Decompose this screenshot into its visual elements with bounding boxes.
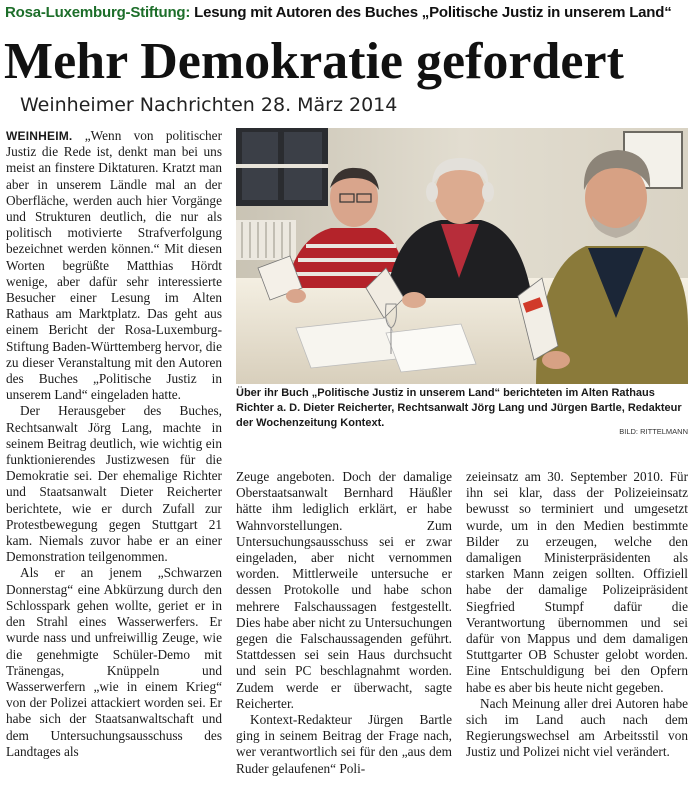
dateline: WEINHEIM.: [6, 129, 73, 143]
paragraph-text: „Wenn von politischer Justiz die Rede ist, denkt man bei uns meist an finstere Diktaturen. Kratzt man aber in unserem Ländle mal an der Oberfläche, werden auch hier Vorgänge und Strukturen deutlich, die nur als politisch motivierte Strafverfolgung bezeichnet werden können.“ Mit diesen Worten begrüßte Matthias Hördt wenige, aber dafür sehr interessierte Besucher einer Lesung im Alten Rathaus am Marktplatz. Das geht aus einem Bericht der Rosa-Luxemburg-Stiftung Baden-Württemberg hervor, die zu dieser Veranstaltung mit den Autoren des Buches „Politische Justiz in unserem Land“ eingeladen hatte.: [6, 128, 222, 403]
article-paragraph: Kontext-Redakteur Jürgen Bartle ging in seinem Beitrag der Frage nach, wer verantwortlich sei für den „aus dem Ruder gelaufenen“ Poli-: [236, 712, 452, 776]
photo-caption: Über ihr Buch „Politische Justiz in unserem Land“ berichteten im Alten Rathaus Richter a. D. Dieter Reicherter, Rechtsanwalt Jörg Lang und Jürgen Bartle, Redakteur der Wochenzeitung Kontext.: [236, 387, 682, 429]
article-photo: [236, 128, 688, 384]
kicker-text: Lesung mit Autoren des Buches „Politische Justiz in unserem Land“: [194, 4, 672, 21]
article-column-3: [466, 469, 688, 798]
photo-three-authors: [236, 128, 688, 384]
photo-credit: BILD: RITTELMANN: [619, 427, 688, 436]
article-paragraph: Zeuge angeboten. Doch der damalige Oberstaatsanwalt Bernhard Häußler hätte ihm lediglich erklärt, er habe Wahnvorstellungen. Zum Untersuchungsausschuss sei er zwar eingeladen, aber nicht vernommen worden. Mittlerweile untersuche er dessen Protokolle und habe schon mehrere Falschaussagen festgestellt. Dies habe aber nicht zu Untersuchungen gegen die Falschaussagenden geführt. Stattdessen sei sein Haus durchsucht und sein PC beschlagnahmt worden. Zudem werde er überwacht, sagte Reicherter.: [236, 469, 452, 711]
kicker-organization: Rosa-Luxemburg-Stiftung:: [5, 4, 191, 21]
article-paragraph: Nach Meinung aller drei Autoren habe sich im Land auch nach dem Regierungswechsel am Arbeitsstil von Justiz und Polizei nicht viel verändert.: [466, 695, 688, 760]
article-column-2: [236, 469, 452, 798]
article-paragraph: Der Herausgeber des Buches, Rechtsanwalt Jörg Lang, machte in seinem Beitrag deutlich, wie wichtig ein funktionierendes Justizwesen für die Demokratie sei. Der ehemalige Richter und Staatsanwalt Dieter Reicherter berichtete, wie er durch Zufall zur Protestbewegung gegen Stuttgart 21 kam. Niemals zuvor habe er an einer Demonstration teilgenommen.: [6, 403, 222, 565]
article-paragraph: zeieinsatz am 30. September 2010. Für ihn sei klar, dass der Polizeieinsatz bewusst so terminiert und umgesetzt wurde, um in den Medien bestimmte Bilder zu erzeugen, welche den damaligen Ministerpräsidenten als starken Mann zeigen sollten. Offiziell habe der damalige Polizeipräsident Siegfried Stumpf dafür die Verantwortung übernommen und sei dafür von Mappus und dem damaligen Stuttgarter OB Schuster gelobt worden. Eine Entschuldigung bei den Opfern habe es aber bis heute nicht gegeben.: [466, 469, 688, 695]
headline: Mehr Demokratie gefordert: [4, 33, 624, 90]
article-paragraph: [6, 128, 222, 403]
kicker-line: [5, 4, 691, 26]
source-line: Weinheimer Nachrichten 28. März 2014: [20, 94, 398, 116]
article-paragraph: Als er an jenem „Schwarzen Donnerstag“ eine Abkürzung durch den Schlosspark gehen wollte, geriet er in den Strahl eines Wasserwerfers. Er wurde nass und unfreiwillig Zeuge, wie die genehmigte Schüler-Demo mit Tränengas, Knüppeln und Wasserwerfern „wie in einem Krieg“ von der Polizei attackiert worden sei. Er habe sich der Staatsanwaltschaft und dem Untersuchungsausschuss des Landtages als: [6, 565, 222, 759]
article-column-1: [6, 128, 222, 798]
